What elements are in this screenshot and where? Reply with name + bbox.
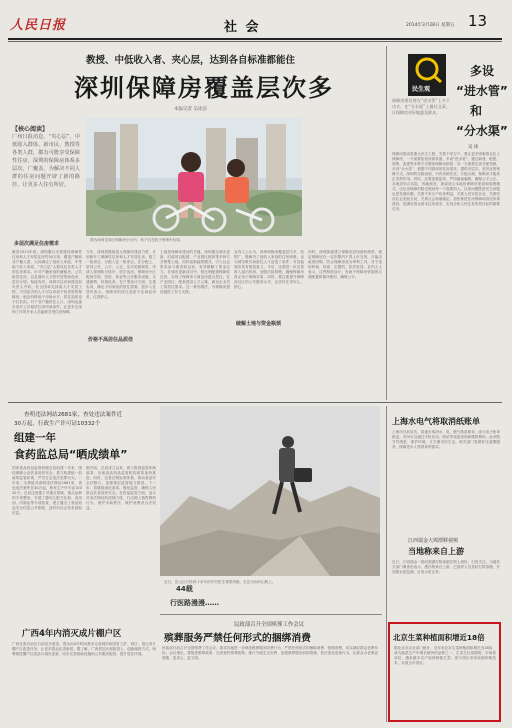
- food-headline-1: 组建一年: [14, 432, 56, 444]
- children-on-bikes-photo: [86, 118, 302, 236]
- beijing-headline: 北京生菜种植面积增近18倍: [393, 633, 485, 642]
- newspaper-logo: 人民日报: [10, 18, 67, 33]
- guangxi-text: 广西壮族自治区日前出台意见，提出用4年时间基本完成城市和国有工矿、林区、垦区成片棚户区改造任务，让更多群众住进新居。据了解，广西将加大财政投入，创新融资方式，统筹推进棚户区改造与城市更新，同步完善基础设施和公共服务配套，提升居住环境。: [12, 642, 156, 656]
- funeral-text: 民政部日前召开全国殡葬工作会议，要求各地进一步规范殡葬服务收费行为，严禁任何形式的捆绑消费、强制消费，切实减轻群众丧葬负担。会议指出，要推进殡葬改革，完善惠民殡葬政策，推行节地生态安葬，加强殡葬服务机构管理，依法查处违规行为，让群众办丧事更便捷、更省心、更文明。: [162, 646, 378, 660]
- food-column-1: 国家食品药品监督管理总局组建一年来，围绕保障公众饮食用药安全，着力构建统一权威的监管体系，严厉打击违法犯罪行为。一年来，全系统共查明违法网站2681家，查处违法案件近30万起，核发生产许可证10332个。总局还加强了对重点领域、重点品种的专项整治，开展了婴幼儿配方乳粉、食用油、肉制品等专项检查，建立健全了食品药品安全信息公开制度，及时向社会发布抽检信息。: [12, 466, 82, 515]
- masthead-rule: [8, 38, 502, 40]
- column-title-1: 多设: [470, 64, 495, 78]
- lead-column-3: 土地是保障房建设的关键。深圳通过城市更新、旧改项目配建、产业园区配套等多种方式筹集土地，同时创新融资模式，引入社会资本参与建设和运营，有效缓解了资金压力。在城市更新项目中，按比例配建保障性住房，实现了保障房与商品房混合居住。在产业园区，配套建设人才公寓，满足企业员工的居住需求。这一系列做法，为保障房建设提供了有力支撑。: [160, 250, 230, 294]
- core-reading-title: 【核心阅读】: [12, 126, 49, 133]
- section-title: 社 会: [224, 20, 261, 35]
- jiangxi-headline: 当地称来自上游: [408, 547, 464, 556]
- issue-date: 2014年3月28日 星期五: [406, 23, 455, 28]
- column-author: 吴 冰: [468, 145, 479, 150]
- funeral-divider: [160, 614, 382, 615]
- lead-column-1: 截至2013年底，深圳累计安排建设保障性住房和人才安居住房约30万套，覆盖户籍和非户籍人群，大体满足了低收入家庭、中等偏下收入家庭、“夹心层”人群以及各类人才的住房需求。针对户籍家庭的廉租房、公共租赁住房，以及面向人才的安居型商品房，层次分明，衔接有序。深圳市住房和建设局负责人介绍，在全国率先探索人才安居工程，不同层次的人才可以申请不同类型的保障房，租金价格低于市场水平，居住品质也不打折扣。对于非户籍常住人口，深圳也逐步放开公共租赁住房申请条件，让更多在深圳工作的外来人员能够享受住房保障。: [12, 250, 82, 314]
- shanghai-text: 上海市日前宣布，将逐步取消水、电、燃气纸质账单，改为电子账单推送。市民可以通过手机应用、网站等渠道查询和缴纳费用。此举既节约纸张、保护环境，又方便市民生活，相关部门将做好过渡期服务，保障老年人等群体的需求。: [392, 430, 500, 449]
- column-title-2: “进水管”: [456, 84, 508, 98]
- column-body: 保障房建设是重大民生工程，关系千家万户。要让更多困难群众住上保障房，一方面要拓宽房源渠道，多设“进水管”，通过新建、配建、收购、改建等多种方式增加保障房供给；另一方面要完善分配机制，多设“分水渠”，根据不同群体的住房需求，提供多层次、差异化的保障方式。深圳的实践表明，只有房源充足、分配合理，保障房才能真正发挥作用。同时，还要加强监管，严防骗租骗购，确保公平公正。各地应结合实际，因地制宜，探索适合本地的保障房建设和管理模式，让住房保障的阳光照到每一个需要的人。住房问题既是民生问题也是发展问题，关系千家万户切身利益，关系人民安居乐业，关系经济社会发展全局，关系社会和谐稳定。加快推进住房保障和供应体系建设，是满足群众基本住房需求、实现全体人民住有所居目标的重要任务。: [392, 152, 500, 211]
- masthead-rule-thin: [8, 41, 502, 42]
- masthead: [8, 10, 502, 38]
- food-kicker-1: 查明违法网站2681家，查处违法案件近: [24, 412, 123, 418]
- lead-subhead-3: 破解土地与资金瓶颈: [236, 321, 282, 327]
- food-column-2: 据介绍，总局成立以来，着力推进监管体制改革，各地食品药品监管机构改革加快推进。同时，完善法规标准体系，推动食品安全法修订，加强基层监管能力建设。下一步，将继续深化改革，强化监管，确保人民群众饮食用药安全。在药品监管方面，加大对非法网站的清理力度，打击网上销售假药行为，维护市场秩序，保护消费者合法权益。: [86, 466, 156, 510]
- section-divider: [8, 402, 502, 403]
- lead-photo: [86, 118, 302, 236]
- lead-column-2: 今年，深圳将继续加大保障房建设力度，计划新开工保障性住房和人才安居住房，竣工一批项目，分配入住一批项目。在分配上，坚持公开、公平、公正，实行轮候制度，申请人按照积分排序，依次选房。保障房小区配套学校、医院、商业等公共服务设施，交通便利，环境优美。在户型设计方面，注重实用，满足不同家庭的居住需要。很多入住居民表示，保障房的居住品质不比商品房差，住得舒心。: [86, 250, 156, 299]
- lead-column-4: 业内人士认为，深圳保障房覆盖层次多、范围广，既解决了低收入家庭的住房困难，也为城市吸引和留住人才创造了条件，对其他城市具有借鉴意义。今后，还需进一步完善准入退出机制，加强后续管理，确保保障房真正用于保障对象。同时，要注重提升保障房社区的公共服务水平，让居民住得安心、舒心。: [234, 250, 304, 289]
- guangxi-headline: 广西4年内消灭成片棚户区: [22, 629, 122, 639]
- food-headline-2: 食药监总局“晒成绩单”: [14, 448, 128, 461]
- photo-title-2: 行医路漫漫……: [170, 599, 219, 607]
- jiangxi-text: 近日，江西瑞金一段河面漂浮物视频在网上流传，引发关注。当地有关部门调查后表示，漂浮物来自上游，已组织人员及时打捞清理，并加强水质监测，目前水质正常。: [392, 560, 500, 574]
- lead-kicker: 教授、中低收入者、夹心层，达到各自标准都能住: [86, 55, 296, 66]
- column-title-3: 和: [470, 104, 483, 118]
- lead-subhead-1: 多层次满足住房需求: [14, 241, 60, 247]
- mountain-road-photo: [160, 406, 380, 576]
- bottom-column-divider: [386, 406, 387, 722]
- column-badge-label: 民生观: [412, 86, 431, 93]
- funeral-headline: 殡葬服务严禁任何形式的捆绑消费: [164, 633, 311, 644]
- doctor-photo-caption: 近日，在山区行医四十多年的乡村医生背着药箱，走在出诊的山路上。: [164, 580, 276, 584]
- doctor-photo: [160, 406, 380, 576]
- lead-byline: 本报记者 吴冰洁: [174, 107, 207, 112]
- food-kicker-2: 30万起，行政生产许可证10332个: [14, 421, 101, 427]
- photo-title-1: 44载: [176, 585, 193, 593]
- column-badge: [408, 54, 446, 96]
- page-number: 13: [468, 12, 488, 30]
- core-reading-text: 广州日报消息，“夹心层”，中低收入群体、新市民、教授等各类人群，都有可能享受保障性住房，深圳的保障房体系多层次、广覆盖，为解决不同人群的住房问题开辟了新的路径，让更多人住有所居。: [12, 134, 80, 188]
- column-intro: 保障房建设要在“进水管”上多下功夫，在“分水渠”上做好文章，让保障房更好地惠及群众。: [392, 98, 450, 115]
- column-divider: [386, 46, 387, 400]
- shanghai-headline: 上海水电气将取消纸账单: [392, 417, 480, 426]
- beijing-text: 据北京市农业部门统计，近年来北京生菜种植面积增长近18倍，成为蔬菜生产中增长最快的品种之一。生菜生长周期短、市场需求旺，越来越多农户选择种植生菜，部分园区采用设施种植技术，实现全年供应。: [394, 646, 496, 665]
- column-title-4: “分水渠”: [456, 124, 508, 138]
- lead-headline: 深圳保障房覆盖层次多: [74, 74, 334, 102]
- jiangxi-kicker: 江西瑞金大埠漂移视频: [408, 538, 459, 544]
- photo-caption-text: 图为深圳龙岗区保障房小区内，孩子们在院子里骑车玩耍。: [90, 238, 184, 242]
- magnifier-icon: [408, 54, 446, 84]
- lead-column-5: 同时，深圳探索建立保障房封闭流转制度，规定保障房在一定年限内不得上市交易，只能由政府回购，防止保障房成为牟利工具。对于违规转租、转借、空置的，依法收回。业内人士表示，这些制度设计，有助于保障房资源的合理配置和循环使用，确保公平。: [308, 250, 382, 279]
- funeral-kicker: 民政部召开全国殡葬工作会议: [234, 622, 305, 628]
- lead-subhead-2: 价格不高居住品质佳: [88, 337, 134, 343]
